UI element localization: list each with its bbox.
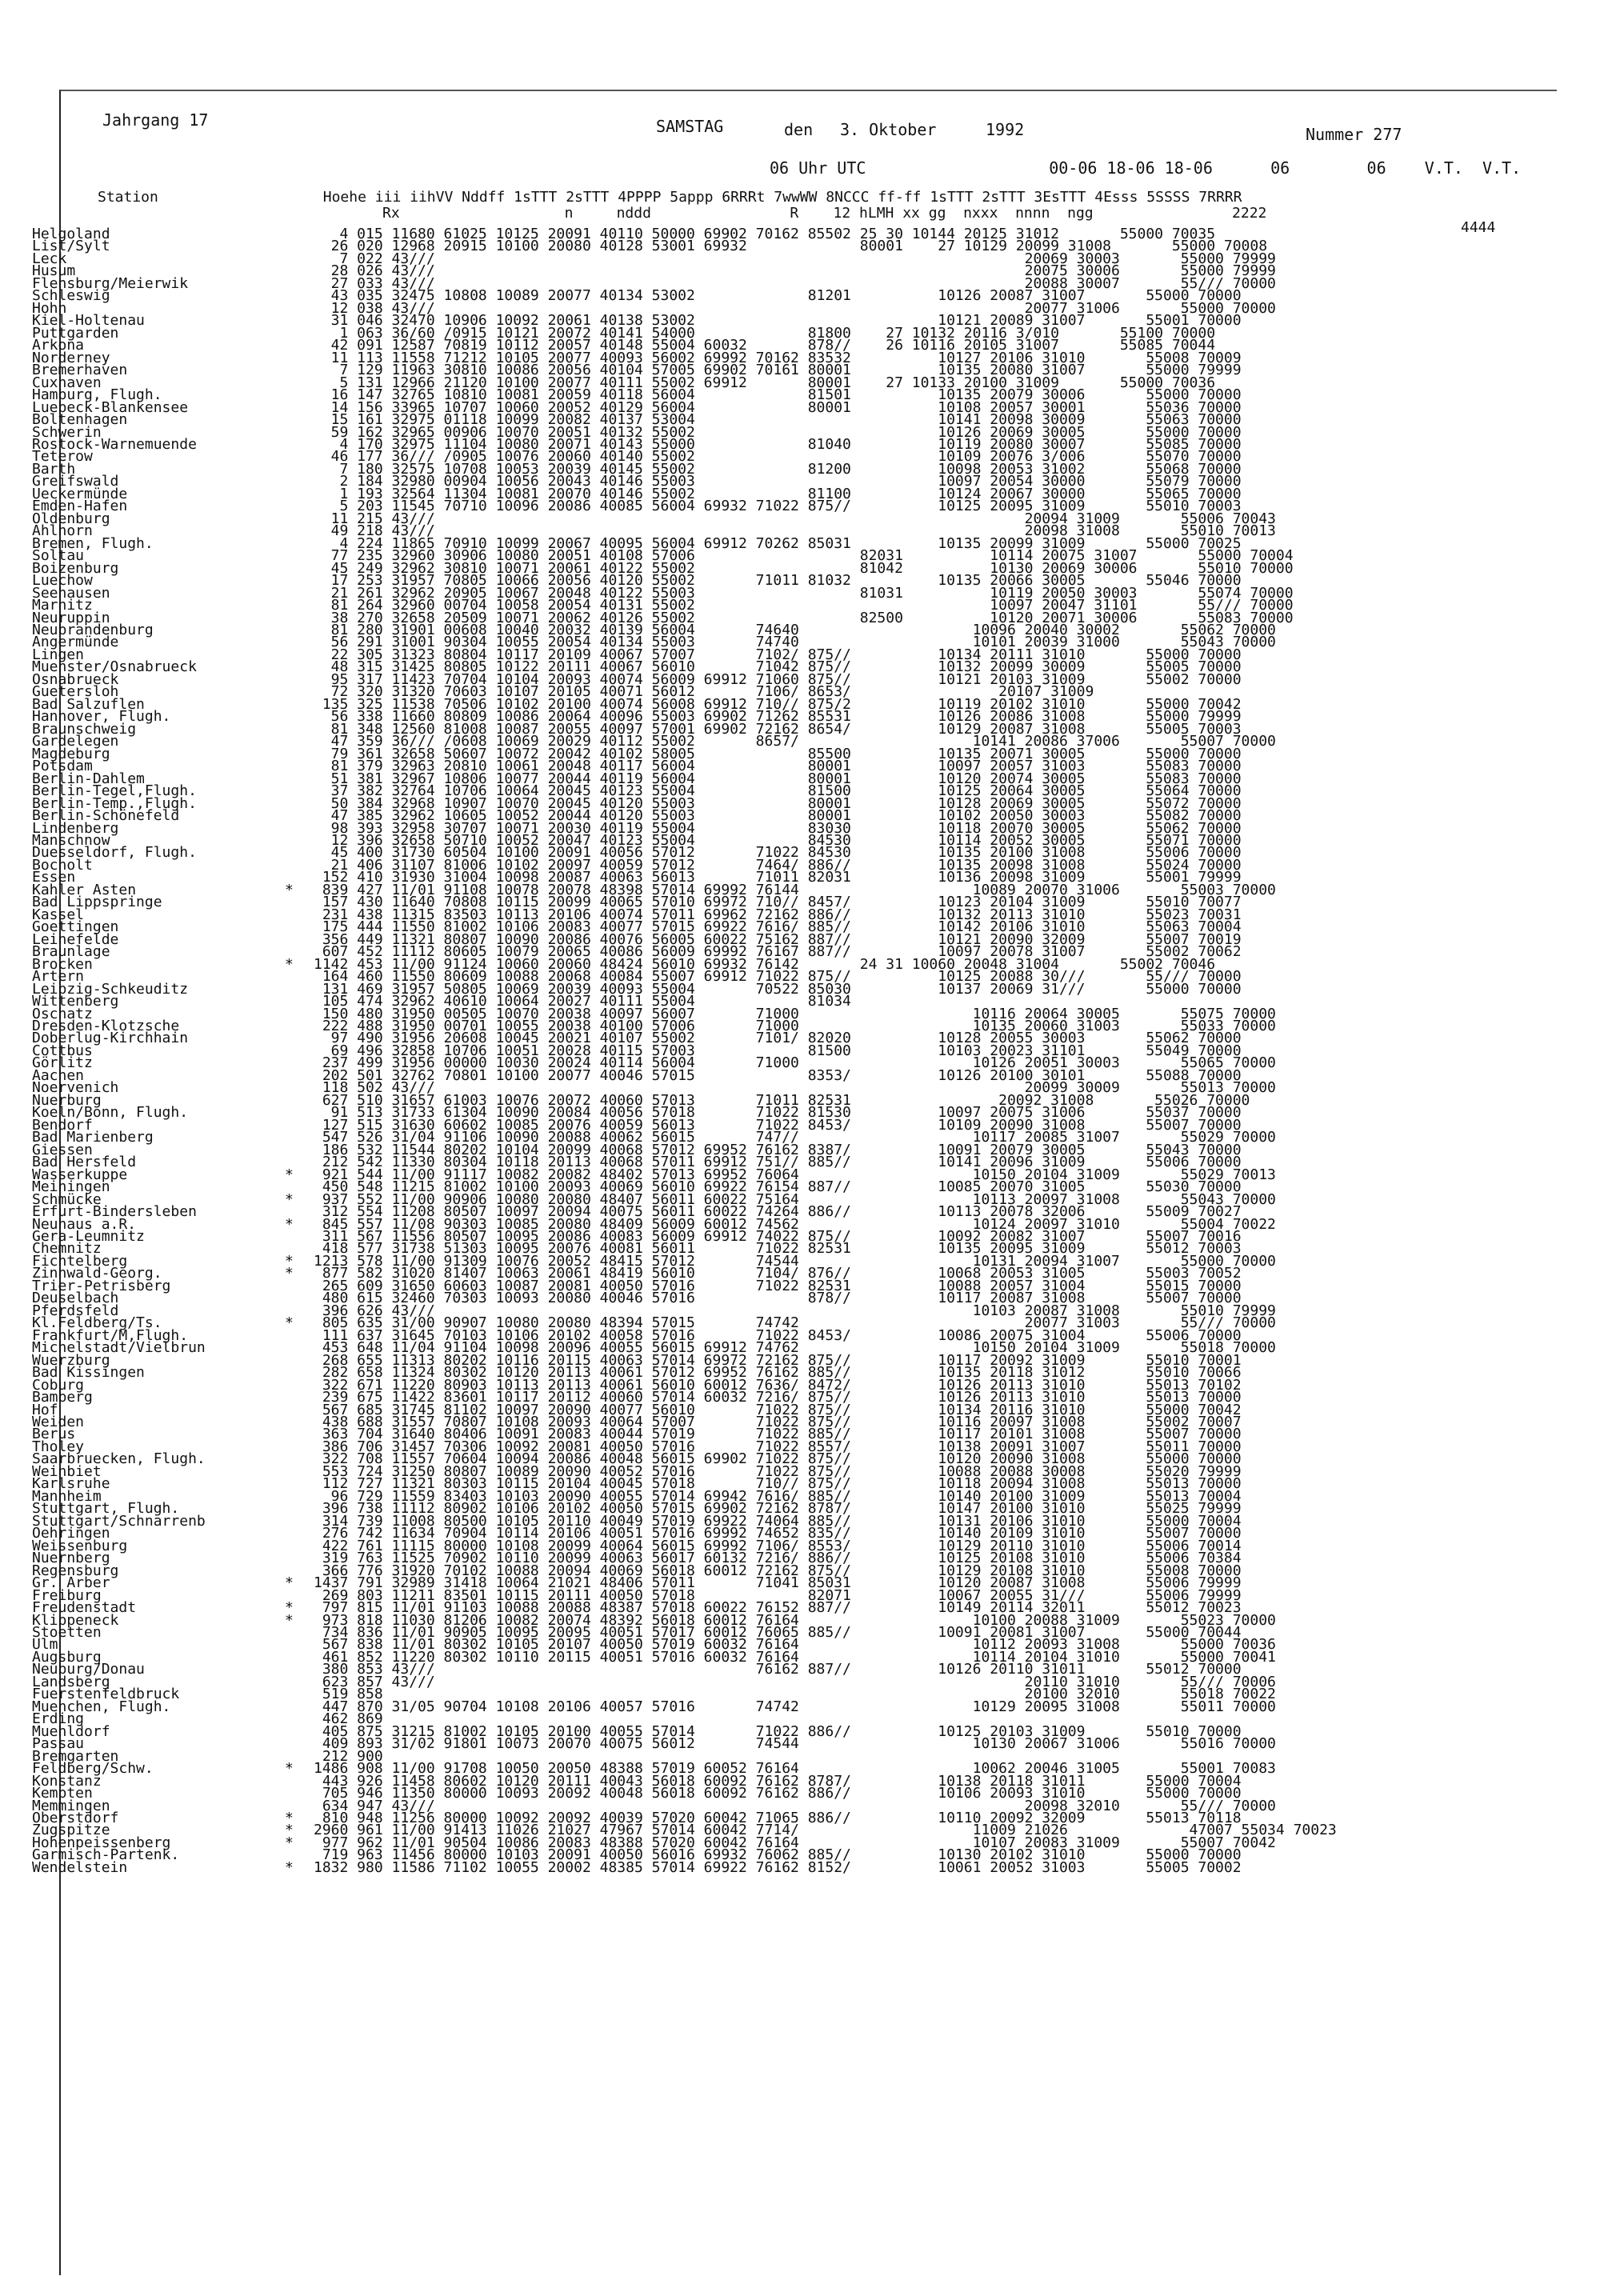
station-name: Braunlage <box>32 943 110 961</box>
station-observation: 921 544 11/00 91117 10082 20082 48402 57013 69952 76064 10150 20104 31009 55029 70013 <box>314 1166 1276 1183</box>
station-name: Magdeburg <box>32 745 110 762</box>
station-name: Angermünde <box>32 634 119 651</box>
station-observation: 634 947 43/// 20098 32010 55/// 70000 <box>314 1797 1276 1814</box>
station-observation: 623 857 43/// 20110 31010 55/// 70006 <box>314 1673 1276 1690</box>
station-name: Ahlhorn <box>32 522 93 540</box>
station-observation: 810 948 11256 80000 10092 20092 40039 57020 60042 71065 886// 10110 20092 32009 55013 70118 <box>314 1810 1242 1826</box>
station-observation: 312 554 11208 80507 10097 20094 40075 56011 60022 74264 886// 10113 20078 32006 55009 70027 <box>314 1203 1242 1221</box>
station-observation: 519 858 20100 32010 55018 70022 <box>314 1686 1276 1703</box>
mountain-station-marker: * <box>285 1599 294 1617</box>
station-observation: 69 496 32858 10706 10051 20028 40115 57003 81500 10103 20023 31101 55049 70000 <box>314 1042 1242 1059</box>
station-name: Dresden-Klotzsche <box>32 1018 180 1034</box>
station-observation: 1213 578 11/00 91309 10076 20052 48415 57012 74544 10131 20094 31007 55000 70000 <box>314 1252 1276 1270</box>
station-observation: 12 038 43/// 20077 31006 55000 70000 <box>314 299 1276 317</box>
station-name: Wasserkuppe <box>32 1166 128 1183</box>
station-observation: 231 438 11315 83503 10113 20106 40074 57011 69962 72162 886// 10132 20113 31010 55023 70031 <box>314 906 1242 923</box>
station-name: Rostock-Warnemuende <box>32 435 197 453</box>
station-name: Neuburg/Donau <box>32 1661 145 1678</box>
station-name: Leinefelde <box>32 930 119 948</box>
station-observation: 7 129 11963 30810 10086 20056 40104 57005 69902 70161 80001 10135 20080 31007 55000 79999 <box>314 362 1242 379</box>
station-name: Boizenburg <box>32 559 119 577</box>
day-label: SAMSTAG <box>656 117 724 136</box>
station-name: Fuerstenfeldbruck <box>32 1686 180 1703</box>
station-observation: 319 763 11525 70902 10110 20099 40063 56017 60132 7216/ 886// 10125 20108 31010 55006 70384 <box>314 1550 1242 1567</box>
station-row <box>32 1858 1488 1876</box>
station-observation: 845 557 11/08 90303 10085 20080 48409 56009 60012 74562 10124 20097 31010 55004 70022 <box>314 1215 1276 1233</box>
station-name: Freiburg <box>32 1586 102 1604</box>
station-observation: 937 552 11/00 90906 10080 20080 48407 56011 60022 75164 10113 20097 31008 55043 70000 <box>314 1190 1276 1208</box>
station-observation: 17 253 31957 70805 10066 20056 40120 55002 71011 81032 10135 20066 30005 55046 70000 <box>314 572 1242 590</box>
station-observation: 77 235 32960 30906 10080 20051 40108 57006 82031 10114 20075 31007 55000 70004 <box>314 547 1294 565</box>
station-name: Fichtelberg <box>32 1252 128 1270</box>
station-name: Kahler Asten <box>32 881 137 898</box>
station-observation: 202 501 32762 70801 10100 20077 40046 57015 8353/ 10126 20100 30101 55088 70000 <box>314 1066 1242 1084</box>
station-observation: 186 532 11544 80202 10104 20099 40068 57012 69952 76162 8387/ 10091 20079 30005 55043 70000 <box>314 1141 1242 1158</box>
station-observation: 265 609 31650 60603 10087 20081 40050 57016 71022 82531 10088 20057 31004 55015 70000 <box>314 1277 1242 1294</box>
station-observation: 1437 791 32989 31418 10064 21021 48406 57011 71041 85031 10120 20087 31008 55006 79999 <box>314 1574 1242 1592</box>
station-name: Landsberg <box>32 1673 110 1690</box>
station-observation: 973 818 11030 81206 10082 20074 48392 56018 60012 76164 10100 20088 31009 55023 70000 <box>314 1611 1276 1629</box>
station-name: Weinbiet <box>32 1462 102 1480</box>
station-observation: 118 502 43/// 20099 30009 55013 70000 <box>314 1079 1276 1097</box>
station-name: Stuttgart/Schnarrenb <box>32 1512 206 1530</box>
station-observation: 11 215 43/// 20094 31009 55006 70043 <box>314 510 1276 527</box>
jahrgang: Jahrgang 17 <box>102 110 209 130</box>
station-observation: 49 218 43/// 20098 31008 55010 70013 <box>314 522 1276 540</box>
station-name: Klippeneck <box>32 1611 119 1629</box>
station-name: Doberlug-Kirchhain <box>32 1030 189 1047</box>
station-name: Berlin-Dahlem <box>32 770 145 787</box>
station-name: Trier-Petrisberg <box>32 1277 171 1294</box>
station-observation: 462 869 <box>314 1710 383 1728</box>
station-observation: 322 671 11220 80903 10113 20113 40061 56010 60012 7636/ 8472/ 10126 20113 31010 55013 70102 <box>314 1376 1242 1394</box>
station-name: Berlin-Tegel,Flugh. <box>32 782 197 800</box>
station-name: Essen <box>32 869 76 886</box>
station-name: Stuttgart, Flugh. <box>32 1500 180 1518</box>
nummer-label: Nummer 277 <box>1306 125 1402 144</box>
station-name: Cottbus <box>32 1042 93 1059</box>
station-observation: 447 870 31/05 90704 10108 20106 40057 57016 74742 10129 20095 31008 55011 70000 <box>314 1698 1276 1715</box>
station-name: Gardelegen <box>32 733 119 750</box>
station-name: Ulm <box>32 1636 58 1654</box>
station-observation: 21 406 31107 81006 10102 20097 40059 57012 7464/ 886// 10135 20098 31008 55024 70000 <box>314 856 1242 874</box>
station-observation: 12 396 32658 50710 10052 20047 40123 55004 84530 10114 20052 30005 55071 70000 <box>314 831 1242 849</box>
station-observation: 734 836 11/01 90905 10095 20095 40051 57017 60012 76065 885// 10091 20081 31007 55000 70044 <box>314 1623 1242 1641</box>
station-row <box>32 1698 1488 1715</box>
station-observation: 222 488 31950 00701 10055 20038 40100 57006 71000 10135 20060 31003 55033 70000 <box>314 1018 1276 1034</box>
station-name: List/Sylt <box>32 238 110 255</box>
station-name: Artern <box>32 968 85 986</box>
station-observation: 1 193 32564 11304 10081 20070 40146 55002 81100 10124 20067 30000 55065 70000 <box>314 485 1242 502</box>
station-name: Oschatz <box>32 1005 93 1022</box>
station-name: Görlitz <box>32 1054 93 1072</box>
station-observation: 363 704 31640 80406 10091 20083 40044 57019 71022 885// 10117 20101 31008 55007 70000 <box>314 1426 1242 1443</box>
station-name: Greifswald <box>32 473 119 490</box>
station-name: Kl.Feldberg/Ts. <box>32 1314 162 1332</box>
station-name: Hannover, Flugh. <box>32 708 171 726</box>
station-name: Boltenhagen <box>32 411 128 429</box>
station-observation: 4 224 11865 70910 10099 20067 40095 56004 69912 70262 85031 10135 20099 31009 55000 70025 <box>314 534 1242 552</box>
station-observation: 386 706 31457 70306 10092 20081 40050 57016 71022 8557/ 10138 20091 31007 55011 70000 <box>314 1438 1242 1455</box>
station-name: Neubrandenburg <box>32 622 154 638</box>
station-observation: 175 444 11550 81002 10106 20083 40077 57015 69922 7616/ 885// 10142 20106 31010 55063 70004 <box>314 918 1242 936</box>
station-name: Hohn <box>32 299 67 317</box>
station-name: Husum <box>32 262 76 280</box>
station-observation: 22 305 31323 80804 10117 20109 40067 57007 7102/ 875// 10134 20111 31010 55000 70000 <box>314 646 1242 663</box>
station-observation: 366 776 31920 70102 10088 20094 40069 56018 60012 72162 875// 10129 20108 31010 55008 70000 <box>314 1562 1242 1579</box>
station-name: Memmingen <box>32 1797 110 1814</box>
station-name: Michelstadt/Vielbrun <box>32 1339 206 1357</box>
station-name: Manschnow <box>32 831 110 849</box>
station-observation: 131 469 31957 50805 10069 20039 40093 55004 70522 85030 10137 20069 31/// 55000 70000 <box>314 980 1242 998</box>
mountain-station-marker: * <box>285 1760 294 1778</box>
station-name: Teterow <box>32 448 93 466</box>
station-name: Coburg <box>32 1376 85 1394</box>
station-name: Chemnitz <box>32 1240 102 1258</box>
station-name: Brocken <box>32 955 93 973</box>
station-name: Gr. Arber <box>32 1574 110 1592</box>
mountain-station-marker: * <box>285 1166 294 1183</box>
station-observation: 14 156 33965 10707 10060 20052 40129 56004 80001 10108 20057 30001 55036 70000 <box>314 398 1242 416</box>
mountain-station-marker: * <box>285 1190 294 1208</box>
station-observation: 15 161 32975 01118 10099 20082 40137 53004 10141 20098 30009 55063 70000 <box>314 411 1242 429</box>
station-name: Goettingen <box>32 918 119 936</box>
station-observation: 322 708 11557 70604 10094 20086 40048 56015 69902 71022 875// 10120 20090 31008 55000 70000 <box>314 1450 1242 1468</box>
station-observation: 152 410 31930 31004 10098 20087 40063 56013 71011 82031 10136 20098 31009 55001 79999 <box>314 869 1242 886</box>
station-name: Lingen <box>32 646 85 663</box>
station-observation: 269 803 11211 83501 10115 20111 40050 57018 82071 10067 20055 31/// 55006 79999 <box>314 1586 1242 1604</box>
station-observation: 43 035 32475 10808 10089 20077 40134 53002 81201 10126 20087 31007 55000 70000 <box>314 287 1242 305</box>
station-observation: 37 382 32764 10706 10064 20045 40123 55004 81500 10125 20064 30005 55064 70000 <box>314 782 1242 800</box>
station-observation: 719 963 11456 80000 10103 20091 40050 56016 69932 76062 885// 10130 20102 31010 55000 70000 <box>314 1846 1242 1864</box>
mountain-station-marker: * <box>285 1252 294 1270</box>
station-name: Saarbruecken, Flugh. <box>32 1450 206 1468</box>
station-observation: 2960 961 11/00 91413 11026 21027 47967 57014 60042 7714/ 11009 21026 47007 55034 70023 <box>314 1822 1337 1839</box>
station-observation: 51 381 32967 10806 10077 20044 40119 56004 80001 10120 20074 30005 55083 70000 <box>314 770 1242 787</box>
station-observation: 877 582 31020 81407 10063 20061 48419 56010 7104/ 876// 10068 20053 31005 55003 70052 <box>314 1265 1242 1282</box>
station-observation: 450 548 11215 81002 10100 20093 40069 56010 69922 76154 887// 10085 20070 31005 55030 70000 <box>314 1178 1242 1196</box>
station-name: Erding <box>32 1710 85 1728</box>
station-observation: 79 361 32658 50607 10072 20042 40102 58005 85500 10135 20071 30005 55000 70000 <box>314 745 1242 762</box>
station-observation: 438 688 31557 70807 10108 20093 40064 57007 71022 875// 10116 20097 31008 55002 70007 <box>314 1414 1242 1430</box>
station-observation: 112 727 11321 80303 10115 20104 40045 57018 710// 875// 10118 20094 31008 55013 70000 <box>314 1475 1242 1493</box>
station-name: Marnitz <box>32 597 93 614</box>
station-name: Muehldorf <box>32 1722 110 1740</box>
station-observation: 164 460 11550 80609 10088 20068 40084 55007 69912 71022 875// 10125 20088 30/// 55/// 70000 <box>314 968 1242 986</box>
station-observation: 405 875 31215 81002 10105 20100 40055 57014 71022 886// 10125 20103 31009 55010 70000 <box>314 1722 1242 1740</box>
station-observation: 356 449 11321 80807 10090 20086 40076 56005 60022 75162 887// 10121 20090 32009 55007 70019 <box>314 930 1242 948</box>
station-observation: 157 430 11640 70808 10115 20099 40065 57010 69972 710// 8457/ 10123 20104 31009 55010 70077 <box>314 894 1242 911</box>
station-name: Helgoland <box>32 226 110 242</box>
year-label: 1992 <box>986 120 1025 139</box>
station-name: Feldberg/Schw. <box>32 1760 154 1778</box>
station-name: Noervenich <box>32 1079 119 1097</box>
station-observation: 5 131 12966 21120 10100 20077 40111 55002 69912 80001 27 10133 20100 31009 55000 70036 <box>314 374 1216 391</box>
station-name: Osnabrueck <box>32 670 119 688</box>
station-name: Guetersloh <box>32 683 119 701</box>
mountain-station-marker: * <box>285 1822 294 1839</box>
station-observation: 7 180 32575 10708 10053 20039 40145 55002 81200 10098 20053 31002 55068 70000 <box>314 460 1242 478</box>
station-name: Nuerburg <box>32 1091 102 1109</box>
station-observation: 839 427 11/01 91108 10078 20078 48398 57014 69992 76144 10089 20070 31006 55003 70000 <box>314 881 1276 898</box>
station-name: Luebeck-Blankensee <box>32 398 189 416</box>
station-observation: 268 655 11313 80202 10116 20115 40063 57014 69972 72162 875// 10117 20092 31009 55010 70001 <box>314 1351 1242 1369</box>
station-name: Bad Lippspringe <box>32 894 162 911</box>
station-name: Giessen <box>32 1141 93 1158</box>
station-observation: 59 162 32965 00906 10070 20051 40132 55002 10126 20069 30005 55000 70000 <box>314 423 1242 441</box>
station-observation: 47 359 36/// /0608 10069 20029 40112 55002 8657/ 10141 20086 37006 55007 70000 <box>314 733 1276 750</box>
station-observation: 705 946 11350 80000 10093 20092 40048 56018 60092 76162 886// 10106 20093 31010 55000 70000 <box>314 1785 1242 1802</box>
station-name: Stoetten <box>32 1623 102 1641</box>
station-observation: 239 675 11422 83601 10117 20112 40060 57014 60032 7216/ 875// 10126 20113 31010 55013 70000 <box>314 1389 1242 1406</box>
station-name: Regensburg <box>32 1562 119 1579</box>
station-observation: 2 184 32980 00904 10056 20043 40146 55003 10097 20054 30000 55079 70000 <box>314 473 1242 490</box>
station-observation: 1142 453 11/00 91124 10060 20060 48424 56010 69932 76142 24 31 10060 20048 31004 55002 70046 <box>314 955 1216 973</box>
station-name: Ueckermünde <box>32 485 128 502</box>
station-name: Norderney <box>32 349 110 366</box>
station-name: Lindenberg <box>32 819 119 837</box>
col-head-line1: 06 Uhr UTC 00-06 18-06 18-06 06 06 V.T. V.T. <box>770 158 1522 178</box>
station-observation: 4 170 32975 11104 10080 20071 40143 55000 81040 10119 20080 30007 55085 70000 <box>314 435 1242 453</box>
station-name: Gera-Leumnitz <box>32 1227 145 1245</box>
station-observation: 547 526 31/04 91106 10090 20088 40062 56015 747// 10117 20085 31007 55029 70000 <box>314 1129 1276 1146</box>
station-observation: 1486 908 11/00 91708 10050 20050 48388 57019 60052 76164 10062 20046 31005 55001 70083 <box>314 1760 1276 1778</box>
station-observation: 127 515 31630 60602 10085 20076 40059 56013 71022 8453/ 10109 20090 31008 55007 70000 <box>314 1116 1242 1134</box>
station-observation: 977 962 11/01 90504 10086 20083 48388 57020 60042 76164 10107 20083 31009 55007 70042 <box>314 1834 1276 1851</box>
station-observation: 11 113 11558 71212 10105 20077 40093 56002 69992 70162 83532 10127 20106 31010 55008 70009 <box>314 349 1242 366</box>
station-name: Braunschweig <box>32 720 137 738</box>
station-name: Weissenburg <box>32 1537 128 1554</box>
station-name: Koeln/Bonn, Flugh. <box>32 1104 189 1122</box>
station-observation: 56 291 31001 90304 10055 20054 40134 55003 74740 10101 20039 31000 55043 70000 <box>314 634 1276 651</box>
station-observation: 81 348 12560 81008 10087 20055 40097 57001 69902 72162 8654/ 10129 20087 31008 55005 70003 <box>314 720 1242 738</box>
station-name: Muenster/Osnabrueck <box>32 658 197 676</box>
station-observation: 627 510 31657 61003 10076 20072 40060 57013 71011 82531 20092 31008 55026 70000 <box>314 1091 1250 1109</box>
station-observation: 409 893 31/02 91801 10073 20070 40075 56012 74544 10130 20067 31006 55016 70000 <box>314 1735 1276 1753</box>
station-observation: 480 615 32460 70303 10093 20080 40046 57016 878// 10117 20087 31008 55007 70000 <box>314 1290 1242 1307</box>
station-observation: 26 020 12968 20915 10100 20080 40128 53001 69932 80001 27 10129 20099 31008 55000 70008 <box>314 238 1268 255</box>
station-name: Aachen <box>32 1066 85 1084</box>
station-name: Konstanz <box>32 1772 102 1790</box>
station-observation: 461 852 11220 80302 10110 20115 40051 57016 60032 76164 10114 20104 31010 55000 70041 <box>314 1648 1276 1666</box>
station-name: Hamburg, Flugh. <box>32 386 162 404</box>
mountain-station-marker: * <box>285 1574 294 1592</box>
station-name: Kassel <box>32 906 85 923</box>
station-observation: 42 091 12587 70819 10112 20057 40148 55004 60032 878// 26 10116 20105 31007 55085 70044 <box>314 337 1216 354</box>
station-name: Muenchen, Flugh. <box>32 1698 171 1715</box>
mountain-station-marker: * <box>285 1858 294 1876</box>
station-name: Flensburg/Meierwik <box>32 274 189 292</box>
station-observation: 237 499 31956 00000 10030 20024 40114 56004 71000 10126 20051 30003 55065 70000 <box>314 1054 1276 1072</box>
station-name: Bremen, Flugh. <box>32 534 154 552</box>
mountain-station-marker: * <box>285 881 294 898</box>
station-observation: 45 249 32962 30810 10071 20061 40122 55002 81042 10130 20069 30006 55010 70000 <box>314 559 1294 577</box>
station-name: Wendelstein <box>32 1858 128 1876</box>
station-name: Zinnwald-Georg. <box>32 1265 162 1282</box>
station-observation: 1 063 36/60 /0915 10121 20072 40141 54000 81800 27 10132 20116 3/010 55100 70000 <box>314 324 1216 342</box>
station-name: Passau <box>32 1735 85 1753</box>
station-name: Berlin-Temp.,Flugh. <box>32 794 197 812</box>
station-observation: 38 270 32658 20509 10071 20062 40126 55002 82500 10120 20071 30006 55083 70000 <box>314 609 1294 626</box>
station-name: Berlin-Schönefeld <box>32 807 180 825</box>
station-observation: 396 626 43/// 10103 20087 31008 55010 79999 <box>314 1302 1276 1319</box>
station-name: Bamberg <box>32 1389 93 1406</box>
station-observation: 380 853 43/// 76162 887// 10126 20110 31011 55012 70000 <box>314 1661 1242 1678</box>
station-name: Nuernberg <box>32 1550 110 1567</box>
station-observation: 46 177 36/// /0905 10076 20060 40140 55002 10109 20076 3/006 55070 70000 <box>314 448 1242 466</box>
station-name: Leipzig-Schkeuditz <box>32 980 189 998</box>
station-name: Weiden <box>32 1414 85 1430</box>
station-observation: 105 474 32962 40610 10064 20027 40111 55004 81034 <box>314 993 851 1010</box>
station-observation: 311 567 11556 80507 10095 20086 40083 56009 69912 74022 875// 10092 20082 31007 55007 70016 <box>314 1227 1242 1245</box>
station-name: Oberstdorf <box>32 1810 119 1826</box>
station-observation: 1832 980 11586 71102 10055 20002 48385 57014 69922 76162 8152/ 10061 20052 31003 55005 70002 <box>314 1858 1242 1876</box>
station-name: Cuxhaven <box>32 374 102 391</box>
station-name: Bad Marienberg <box>32 1129 154 1146</box>
station-name: Bremerhaven <box>32 362 128 379</box>
station-observation: 48 315 31425 80805 10122 20111 40067 56010 71042 875// 10132 20099 30009 55005 70000 <box>314 658 1242 676</box>
station-name: Karlsruhe <box>32 1475 110 1493</box>
station-name: Oldenburg <box>32 510 110 527</box>
station-name: Kempten <box>32 1785 93 1802</box>
station-observation: 81 264 32960 00704 10058 20054 40131 55002 10097 20047 31101 55/// 70000 <box>314 597 1294 614</box>
station-name: Neuruppin <box>32 609 110 626</box>
station-observation: 135 325 11538 70506 10102 20100 40074 56008 69912 710// 875/2 10119 20102 31010 55000 70042 <box>314 695 1242 713</box>
mountain-station-marker: * <box>285 1810 294 1826</box>
station-name: Leck <box>32 250 67 267</box>
station-observation: 31 046 32470 10906 10092 20061 40138 53002 10121 20089 31007 55001 70000 <box>314 312 1242 330</box>
station-name: Mannheim <box>32 1487 102 1505</box>
station-observation: 111 637 31645 70103 10106 20102 40058 57016 71022 8453/ 10086 20075 31004 55006 70000 <box>314 1326 1242 1344</box>
station-name: Kiel-Holtenau <box>32 312 145 330</box>
station-observation: 95 317 11423 70704 10104 20093 40074 56009 69912 71060 875// 10121 20103 31009 55002 70000 <box>314 670 1242 688</box>
station-name: Barth <box>32 460 76 478</box>
station-name: Neuhaus a.R. <box>32 1215 137 1233</box>
station-name: Puttgarden <box>32 324 119 342</box>
station-name: Bremgarten <box>32 1747 119 1765</box>
mountain-station-marker: * <box>285 1265 294 1282</box>
station-observation: 97 490 31956 20608 10045 20021 40107 55002 7101/ 82020 10128 20055 30003 55062 70000 <box>314 1030 1242 1047</box>
station-observation: 4 015 11680 61025 10125 20091 40110 50000 69902 70162 85502 25 30 10144 20125 31012 55000 70035 <box>314 226 1216 242</box>
mountain-station-marker: * <box>285 1834 294 1851</box>
station-name: Bad Salzuflen <box>32 695 145 713</box>
station-observation: 98 393 32958 30707 10071 20030 40119 55004 83030 10118 20070 30005 55062 70000 <box>314 819 1242 837</box>
station-name: Frankfurt/M,Flugh. <box>32 1326 189 1344</box>
station-observation: 45 400 31730 60504 10100 20091 40056 57012 71022 84530 10135 20100 31008 55006 70000 <box>314 844 1242 862</box>
station-observation: 72 320 31320 70603 10107 20105 40071 56012 7106/ 8653/ 20107 31009 <box>314 683 1094 701</box>
station-observation: 797 815 11/01 91103 10088 20088 48387 57018 60022 76152 887// 10149 20114 32011 55012 70023 <box>314 1599 1242 1617</box>
station-name: Schleswig <box>32 287 110 305</box>
station-observation: 453 648 11/04 91104 10098 20096 40055 56015 69912 74762 10150 20104 31009 55018 70000 <box>314 1339 1276 1357</box>
station-name: Hohenpeissenberg <box>32 1834 171 1851</box>
station-name: Potsdam <box>32 758 93 775</box>
station-observation: 16 147 32765 10810 10081 20059 40118 56004 81501 10135 20079 30006 55000 70000 <box>314 386 1242 404</box>
station-observation: 96 729 11559 83403 10103 20090 40055 57014 69942 7616/ 885// 10140 20100 31009 55013 70004 <box>314 1487 1242 1505</box>
station-name: Garmisch-Partenk. <box>32 1846 180 1864</box>
station-name: Emden-Hafen <box>32 498 128 515</box>
station-name: Luechow <box>32 572 93 590</box>
mountain-station-marker: * <box>285 1215 294 1233</box>
station-name: Bocholt <box>32 856 93 874</box>
station-name: Erfurt-Bindersleben <box>32 1203 197 1221</box>
station-observation: 150 480 31950 00505 10070 20038 40097 56007 71000 10116 20064 30005 55075 70000 <box>314 1005 1276 1022</box>
station-observation: 5 203 11545 70710 10096 20086 40085 56004 69932 71022 875// 10125 20095 31009 55010 70003 <box>314 498 1242 515</box>
station-observation: 553 724 31250 80807 10089 20090 40052 57016 71022 875// 10088 20088 30008 55020 79999 <box>314 1462 1242 1480</box>
station-name: Bad Kissingen <box>32 1364 145 1382</box>
station-observation: 212 900 <box>314 1747 383 1765</box>
station-observation: 81 280 31901 00608 10040 20032 40139 56004 74640 10096 20040 30002 55062 70000 <box>314 622 1276 638</box>
station-observation: 91 513 31733 61304 10090 20084 40056 57018 71022 81530 10097 20075 31006 55037 70000 <box>314 1104 1242 1122</box>
station-observation: 7 022 43/// 20069 30003 55000 79999 <box>314 250 1276 267</box>
station-name: Augsburg <box>32 1648 102 1666</box>
station-observation: 81 379 32963 20810 10061 20048 40117 56004 80001 10097 20057 31003 55083 70000 <box>314 758 1242 775</box>
col-head-line2: Station Hoehe iii iihVV Nddff 1sTTT 2sTTT 4PPPP 5appp 6RRRt 7wwWW 8NCCC ff-ff 1sTTT 2sTTT 3EsTTT 4Esss 5SSSS 7RRRR <box>98 189 1242 206</box>
station-observation: 28 026 43/// 20075 30006 55000 79999 <box>314 262 1276 280</box>
station-name: Arkona <box>32 337 85 354</box>
station-name: Schmücke <box>32 1190 102 1208</box>
station-name: Wittenberg <box>32 993 119 1010</box>
den-label: den <box>784 120 814 139</box>
col-head-line3: Rx n nddd R 12 hLMH xx gg nxxx nnnn ngg 2222 <box>382 205 1267 222</box>
station-observation: 21 261 32962 20905 10067 20048 40122 55003 81031 10119 20050 30003 55074 70000 <box>314 584 1294 602</box>
station-observation: 805 635 31/00 90907 10080 20080 48394 57015 74742 20077 31003 55/// 70000 <box>314 1314 1276 1332</box>
station-name: Bad Hersfeld <box>32 1154 137 1171</box>
station-name: Schwerin <box>32 423 102 441</box>
station-name: Zugspitze <box>32 1822 110 1839</box>
station-name: Meiningen <box>32 1178 110 1196</box>
station-observation: 56 338 11660 80809 10086 20064 40096 55003 69902 71262 85531 10126 20086 31008 55000 79999 <box>314 708 1242 726</box>
station-observation: 47 385 32962 10605 10052 20044 40120 55003 80001 10102 20050 30003 55082 70000 <box>314 807 1242 825</box>
col-head-line4: 4444 <box>1461 219 1496 236</box>
station-name: Berus <box>32 1426 76 1443</box>
station-observation: 282 658 11324 80302 10120 20113 40061 57012 69952 76162 885// 10135 20118 31012 55010 70066 <box>314 1364 1242 1382</box>
station-name: Wuerzburg <box>32 1351 110 1369</box>
station-name: Tholey <box>32 1438 85 1455</box>
station-name: Soltau <box>32 547 85 565</box>
station-name: Pferdsfeld <box>32 1302 119 1319</box>
station-name: Oehringen <box>32 1525 110 1542</box>
station-observation: 443 926 11458 80602 10120 20111 40043 56018 60092 76162 8787/ 10138 20118 31011 55000 70004 <box>314 1772 1242 1790</box>
station-observation: 27 033 43/// 20088 30007 55/// 70000 <box>314 274 1276 292</box>
station-observation: 422 761 11115 80000 10108 20099 40064 56015 69992 7106/ 8553/ 10129 20110 31010 55006 70014 <box>314 1537 1242 1554</box>
station-name: Duesseldorf, Flugh. <box>32 844 197 862</box>
station-observation: 396 738 11112 80902 10106 20102 40050 57015 69902 72162 8787/ 10147 20100 31010 55025 79999 <box>314 1500 1242 1518</box>
station-observation: 567 838 11/01 80302 10105 20107 40050 57019 60032 76164 10112 20093 31008 55000 70036 <box>314 1636 1276 1654</box>
station-observation: 50 384 32968 10907 10070 20045 40120 55003 80001 10128 20069 30005 55072 70000 <box>314 794 1242 812</box>
station-name: Deuselbach <box>32 1290 119 1307</box>
mountain-station-marker: * <box>285 955 294 973</box>
station-name: Hof <box>32 1401 58 1418</box>
mountain-station-marker: * <box>285 1314 294 1332</box>
station-table <box>32 228 1488 1874</box>
station-observation: 276 742 11634 70904 10114 20106 40051 57016 69992 74652 835// 10140 20109 31010 55007 70000 <box>314 1525 1242 1542</box>
station-name: Bendorf <box>32 1116 93 1134</box>
mountain-station-marker: * <box>285 1611 294 1629</box>
station-row <box>32 1735 1488 1753</box>
station-observation: 314 739 11008 80500 10105 20110 40049 57019 69922 74064 885// 10131 20106 31010 55000 70004 <box>314 1512 1242 1530</box>
station-observation: 607 452 11112 80605 10079 20065 40086 56009 69992 76167 887// 10097 20078 31007 55002 70062 <box>314 943 1242 961</box>
station-observation: 418 577 31738 51303 10095 20076 40081 56011 71022 82531 10135 20095 31009 55012 70003 <box>314 1240 1242 1258</box>
station-observation: 567 685 31745 81102 10097 20090 40077 56010 71022 875// 10134 20116 31010 55000 70042 <box>314 1401 1242 1418</box>
station-name: Freudenstadt <box>32 1599 137 1617</box>
station-observation: 212 542 11330 80304 10118 20113 40068 57011 69912 751// 885// 10141 20096 31009 55006 70000 <box>314 1154 1242 1171</box>
date-label: 3. Oktober <box>840 120 937 139</box>
station-name: Seehausen <box>32 584 110 602</box>
